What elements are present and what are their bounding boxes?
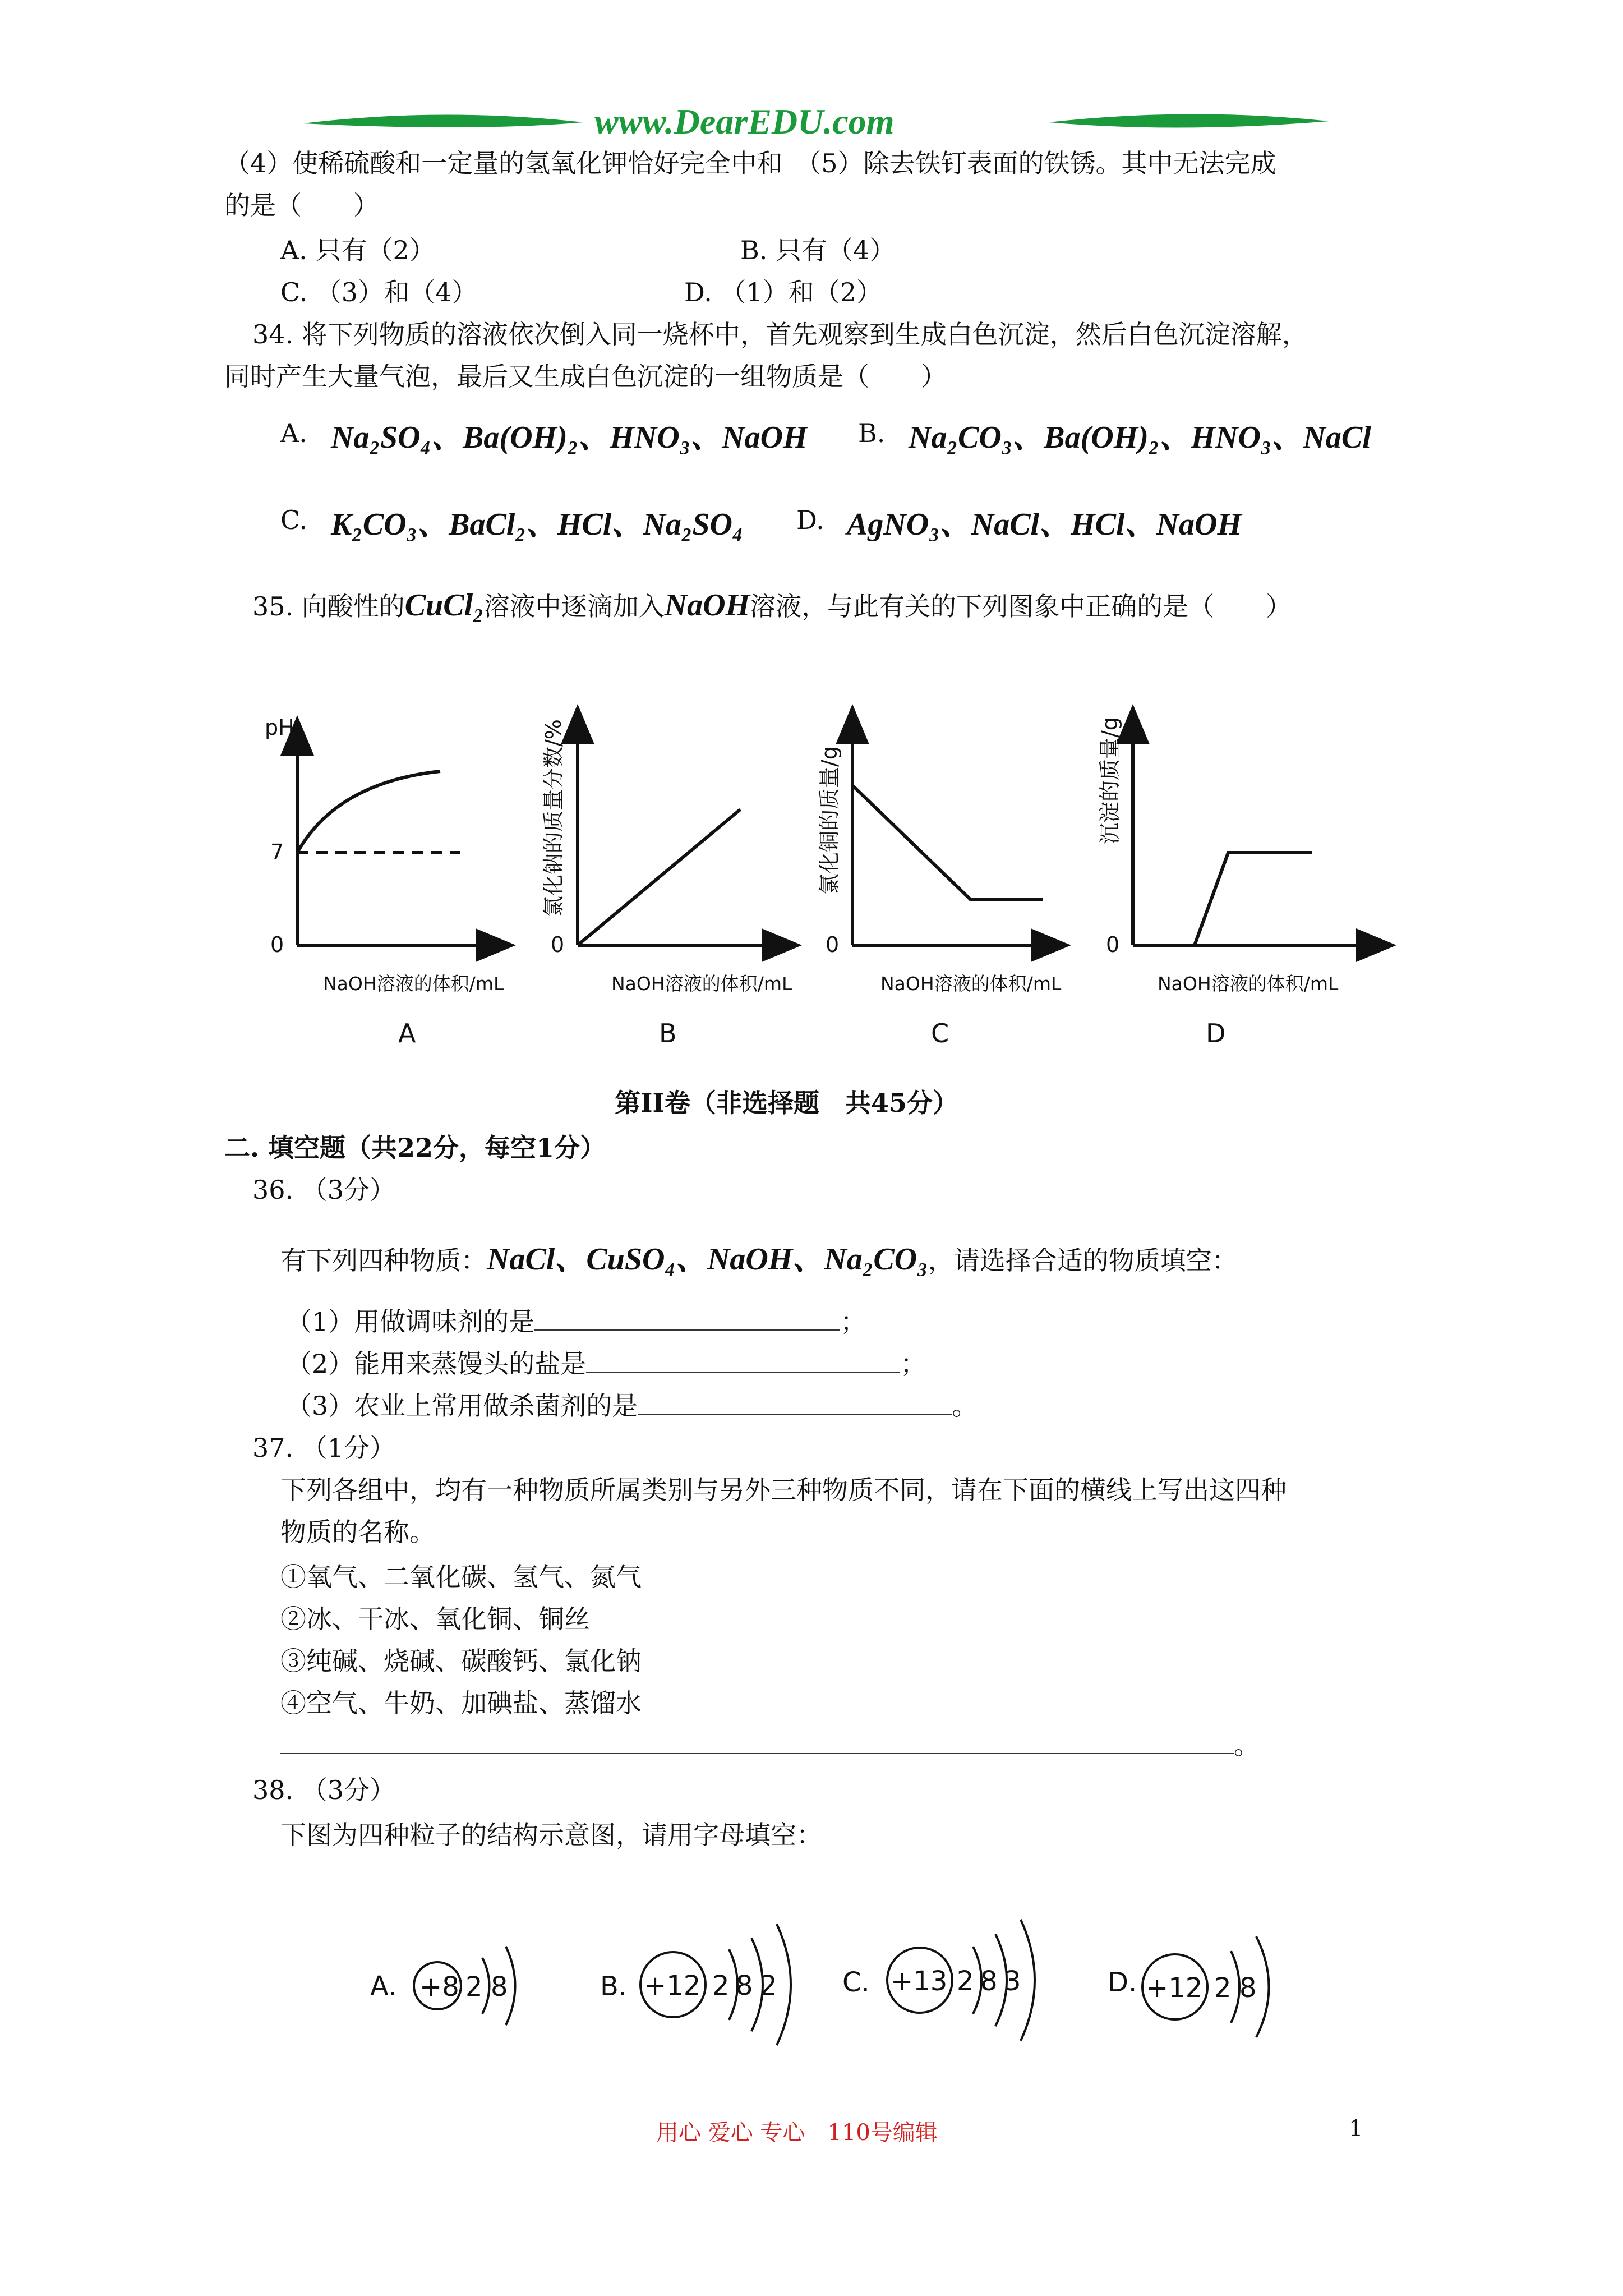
- atom-c-shell-1: 2: [957, 1966, 974, 1997]
- footer-text: 用心 爱心 专心 110号编辑: [656, 2120, 938, 2146]
- graph-a-origin: 0: [270, 932, 284, 957]
- q33-option-d: D. （1）和（2）: [684, 277, 883, 307]
- site-logo: www.DearEDU.com: [594, 102, 895, 141]
- q36-intro-text: 有下列四种物质：: [280, 1245, 487, 1276]
- graph-c-ylabel: 氯化铜的质量/g: [817, 746, 842, 895]
- atom-d-label: D.: [1108, 1967, 1137, 1998]
- q36-intro-end: ，请选择合适的物质填空：: [928, 1245, 1238, 1276]
- q35-chem-cucl2: CuCl₂: [404, 588, 484, 623]
- q36-item-3-end: 。: [952, 1391, 978, 1421]
- q34-option-c: K₂CO₃、BaCl₂、HCl、Na₂SO₄: [331, 507, 744, 542]
- q38-number: 38. （3分）: [252, 1775, 396, 1805]
- q33-option-c: C. （3）和（4）: [280, 277, 478, 307]
- atom-b-shell-1: 2: [712, 1970, 730, 2001]
- q34-option-b: Na₂CO₃、Ba(OH)₂、HNO₃、NaCl: [909, 420, 1371, 455]
- graph-a-xlabel: NaOH溶液的体积/mL: [323, 973, 504, 995]
- q34-line2: 同时产生大量气泡，最后又生成白色沉淀的一组物质是（ ）: [224, 361, 947, 392]
- q37-group-2: ②冰、干冰、氧化铜、铜丝: [280, 1604, 590, 1634]
- q36-item-1-text: （1）用做调味剂的是: [286, 1306, 535, 1337]
- graph-c-letter: C: [931, 1018, 949, 1048]
- atom-c-shell-2: 8: [980, 1966, 998, 1997]
- graph-c-origin: 0: [826, 932, 840, 957]
- graph-d-xlabel: NaOH溶液的体积/mL: [1158, 973, 1339, 995]
- q33-option-a: A. 只有（2）: [280, 235, 435, 265]
- atom-a-shell-2: 8: [491, 1971, 508, 2003]
- atom-d-shell-1: 2: [1214, 1972, 1232, 2004]
- graph-d-ylabel: 沉淀的质量/g: [1098, 717, 1122, 844]
- q34-option-d: AgNO₃、NaCl、HCl、NaOH: [847, 507, 1242, 542]
- page-number: 1: [1349, 2116, 1363, 2142]
- q37-number: 37. （1分）: [252, 1433, 396, 1463]
- q38-intro: 下图为四种粒子的结构示意图，请用字母填空：: [280, 1820, 822, 1850]
- atom-a-shell-1: 2: [465, 1971, 483, 2003]
- q33-line1: （4）使稀硫酸和一定量的氢氧化钾恰好完全中和 （5）除去铁钉表面的铁锈。其中无法完成: [224, 148, 1276, 178]
- atom-a-nucleus-charge: +8: [419, 1971, 459, 2003]
- q35-chem-naoh: NaOH: [664, 588, 750, 623]
- q37-group-4: ④空气、牛奶、加碘盐、蒸馏水: [280, 1688, 642, 1718]
- atom-b-label: B.: [600, 1971, 628, 2002]
- graph-d-letter: D: [1206, 1018, 1226, 1048]
- q36-item-2-end: ；: [900, 1349, 926, 1379]
- q33-line2: 的是（ ）: [224, 190, 379, 220]
- graph-b-ylabel: 氯化钠的质量分数/%: [541, 719, 566, 917]
- graph-b-origin: 0: [551, 932, 565, 957]
- atom-b-nucleus-charge: +12: [644, 1970, 701, 2001]
- q37-group-3: ③纯碱、烧碱、碳酸钙、氯化钠: [280, 1646, 642, 1676]
- graph-c-xlabel: NaOH溶液的体积/mL: [880, 973, 1062, 995]
- q36-substances: NaCl、CuSO₄、NaOH、Na₂CO₃: [487, 1242, 928, 1277]
- q34-option-a: Na₂SO₄、Ba(OH)₂、HNO₃、NaOH: [331, 420, 808, 455]
- atom-b-shell-3: 2: [760, 1970, 777, 2001]
- graph-a-ylabel: pH: [265, 715, 294, 740]
- q36-intro: [280, 1234, 1238, 1279]
- atom-diagrams: [359, 1885, 1312, 2070]
- q36-blank-1[interactable]: [534, 1307, 840, 1331]
- q36-item-2-text: （2）能用来蒸馒头的盐是: [286, 1349, 587, 1379]
- q36-blank-2[interactable]: [586, 1349, 900, 1373]
- atom-d-shell-2: 8: [1239, 1972, 1257, 2004]
- q34-option-b-label: B.: [858, 418, 886, 448]
- q37-answer-line: [280, 1725, 1260, 1762]
- atom-c-nucleus-charge: +13: [891, 1966, 948, 1997]
- graph-a-tick-7: 7: [270, 840, 284, 864]
- atom-a-label: A.: [370, 1971, 397, 2002]
- q34-option-d-label: D.: [796, 505, 824, 535]
- q37-line1: 下列各组中，均有一种物质所属类别与另外三种物质不同，请在下面的横线上写出这四种: [280, 1475, 1287, 1505]
- q37-end: 。: [1234, 1730, 1260, 1760]
- graph-b-line: [578, 809, 740, 945]
- graph-d-line: [1133, 853, 1312, 945]
- atom-d-nucleus-charge: +12: [1146, 1972, 1203, 2004]
- graph-a-curve: [297, 771, 440, 853]
- q36-item-2: [286, 1343, 926, 1381]
- graph-b-xlabel: NaOH溶液的体积/mL: [611, 973, 792, 995]
- graph-d-origin: 0: [1106, 932, 1120, 957]
- section2-heading: 二. 填空题（共22分，每空1分）: [224, 1133, 606, 1163]
- q35-graphs: [247, 679, 1413, 1060]
- q35-prefix: 35. 向酸性的: [252, 591, 405, 622]
- q37-blank[interactable]: [280, 1731, 1234, 1754]
- q36-number: 36. （3分）: [252, 1175, 396, 1205]
- q36-item-3-text: （3）农业上常用做杀菌剂的是: [286, 1391, 638, 1421]
- q36-item-3: [286, 1386, 978, 1423]
- section2-title: 第II卷（非选择题 共45分）: [615, 1088, 959, 1118]
- graph-b-letter: B: [659, 1018, 677, 1048]
- q37-line2: 物质的名称。: [280, 1517, 435, 1547]
- q36-blank-3[interactable]: [638, 1391, 952, 1415]
- q34-option-a-label: A.: [280, 418, 307, 448]
- q34-line1: 34. 将下列物质的溶液依次倒入同一烧杯中，首先观察到生成白色沉淀，然后白色沉淀溶解，: [252, 319, 1308, 349]
- q35-suffix: 溶液，与此有关的下列图象中正确的是（ ）: [750, 591, 1292, 622]
- q37-group-1: ①氧气、二氧化碳、氢气、氮气: [280, 1562, 642, 1592]
- atom-c-label: C.: [842, 1967, 870, 1998]
- graph-c-line: [852, 785, 1043, 899]
- q35-question: [252, 586, 1292, 623]
- atom-b-shell-2: 8: [736, 1970, 753, 2001]
- q33-option-b: B. 只有（4）: [740, 235, 896, 265]
- q34-option-c-label: C.: [280, 505, 308, 535]
- q36-item-1-end: ；: [840, 1306, 866, 1337]
- q36-item-1: [286, 1301, 866, 1338]
- q35-mid: 溶液中逐滴加入: [483, 591, 665, 622]
- graph-a-letter: A: [398, 1018, 416, 1048]
- atom-c-shell-3: 3: [1004, 1966, 1021, 1997]
